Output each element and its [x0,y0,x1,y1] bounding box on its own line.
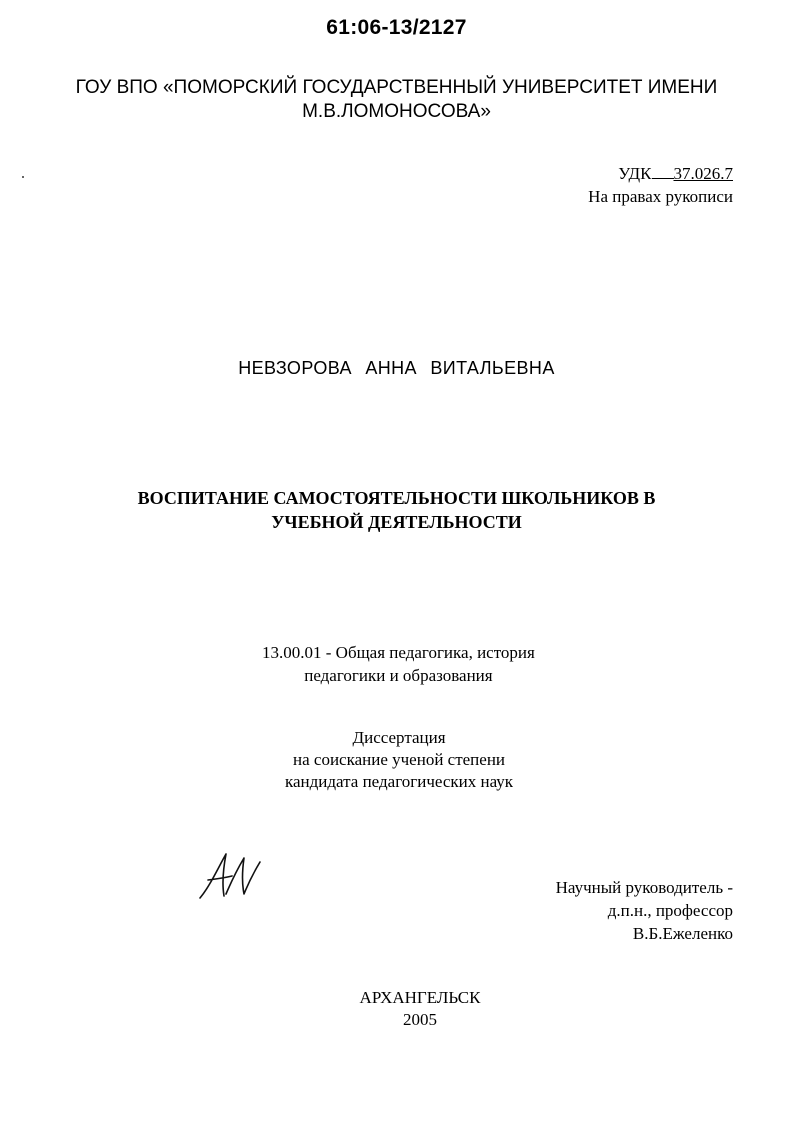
udk-label: УДК [618,164,652,183]
specialty-code [262,641,535,687]
author-name: НЕВЗОРОВА АННА ВИТАЛЬЕВНА [238,358,555,378]
city: АРХАНГЕЛЬСК [359,988,481,1007]
degree-line-3: кандидата педагогических наук [285,772,514,791]
supervisor-block [556,876,733,945]
rights-note: На правах рукописи [588,187,733,206]
supervisor-name: В.Б.Ежеленко [632,924,733,943]
year: 2005 [403,1010,437,1029]
handwritten-signature [196,850,266,902]
degree-line-2: на соискание ученой степени [293,750,506,769]
classification-block [588,162,733,208]
institution-line-2: М.В.ЛОМОНОСОВА» [302,101,491,122]
udk-line [588,162,733,185]
city-year-block [340,987,500,1031]
institution-name [0,76,793,124]
specialty-line-1: 13.00.01 - Общая педагогика, история [262,643,535,662]
archive-code: 61:06-13/2127 [326,16,467,39]
supervisor-line-2: д.п.н., профессор [607,901,733,920]
institution-line-1: ГОУ ВПО «ПОМОРСКИЙ ГОСУДАРСТВЕННЫЙ УНИВЕРСИТЕТ ИМЕНИ [75,77,718,98]
supervisor-line-1: Научный руководитель - [555,878,733,897]
dissertation-title [0,486,793,534]
scan-artifact [22,176,24,178]
degree-statement [285,727,513,793]
specialty-line-2: педагогики и образования [304,666,493,685]
title-line-2: УЧЕБНОЙ ДЕЯТЕЛЬНОСТИ [271,512,522,532]
title-line-1: ВОСПИТАНИЕ САМОСТОЯТЕЛЬНОСТИ ШКОЛЬНИКОВ В [137,488,656,508]
udk-underline [652,164,674,179]
degree-line-1: Диссертация [352,728,446,747]
udk-value: 37.026.7 [673,164,733,183]
